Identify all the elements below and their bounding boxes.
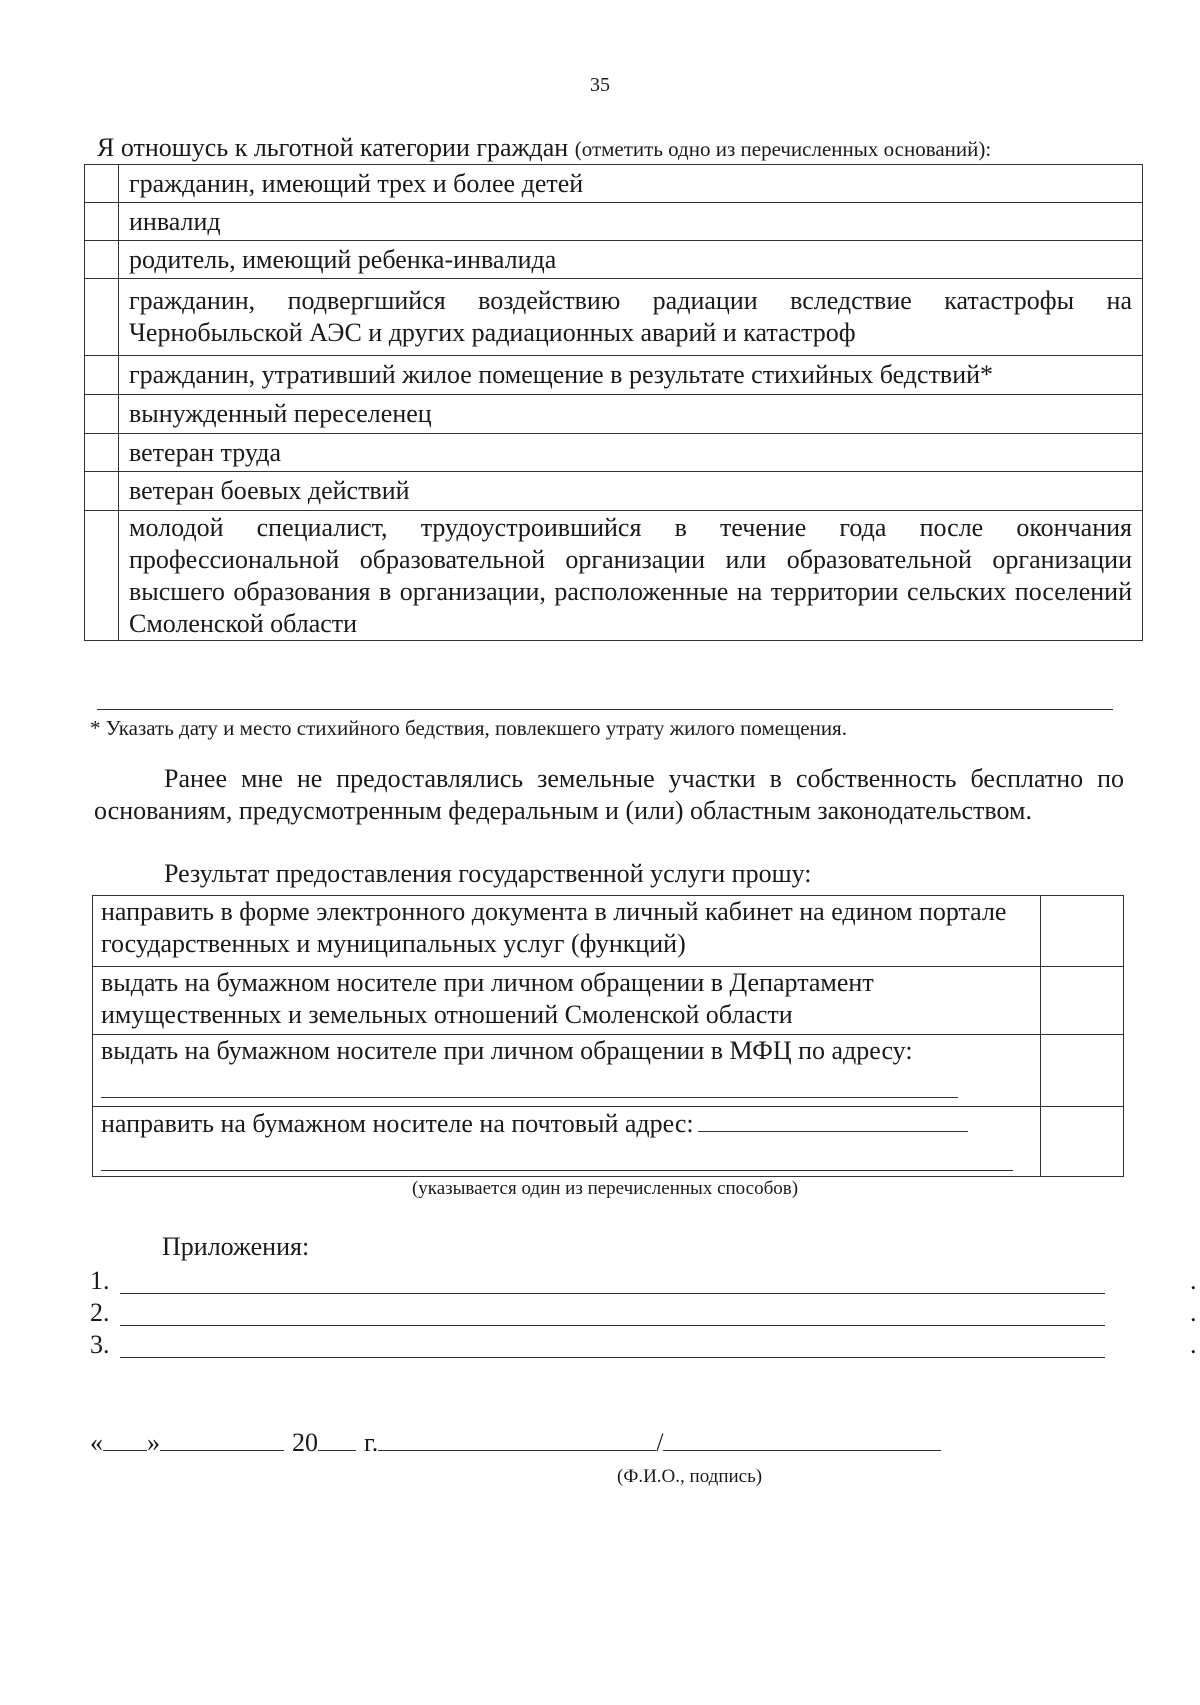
full-name-field[interactable]	[378, 1428, 656, 1451]
result-option-label: направить на бумажном носителе на почтовый адрес:	[101, 1109, 694, 1138]
result-option-label: выдать на бумажном носителе при личном обращении в МФЦ по адресу:	[101, 1036, 913, 1065]
postal-address-line[interactable]	[698, 1107, 968, 1132]
attachments-title: Приложения:	[162, 1232, 310, 1261]
previous-land-statement: Ранее мне не предоставлялись земельные участки в собственность бесплатно по основаниям, предусмотренным федеральным и (или) областным законодательством.	[94, 764, 1124, 825]
result-option-label: выдать на бумажном носителе при личном обращении в Департамент имущественных и земельных отношений Смоленской области	[101, 968, 874, 1029]
result-option-cell	[93, 896, 1041, 967]
category-row	[85, 356, 1143, 395]
result-title: Результат предоставления государственной услуги прошу:	[164, 859, 812, 888]
result-option-label: направить в форме электронного документа в личный кабинет на едином портале государственных и муниципальных услуг (функций)	[101, 897, 1007, 958]
category-checkbox[interactable]	[85, 165, 119, 203]
category-label: гражданин, утративший жилое помещение в результате стихийных бедствий*	[119, 356, 1143, 395]
category-label: ветеран труда	[119, 434, 1143, 472]
signature-slash: /	[656, 1428, 664, 1457]
result-option-checkbox[interactable]	[1041, 967, 1124, 1035]
disaster-details-line[interactable]	[97, 709, 1113, 710]
category-checkbox[interactable]	[85, 472, 119, 511]
month-field[interactable]	[160, 1428, 284, 1451]
result-caption: (указывается один из перечисленных способов)	[411, 1178, 799, 1199]
result-option-checkbox[interactable]	[1041, 1035, 1124, 1107]
attachment-period: .	[1190, 1266, 1197, 1295]
category-checkbox[interactable]	[85, 241, 119, 279]
category-row	[85, 203, 1143, 241]
close-quote: »	[147, 1428, 160, 1457]
category-checkbox[interactable]	[85, 511, 119, 641]
footnote: * Указать дату и место стихийного бедствия, повлекшего утрату жилого помещения.	[90, 716, 847, 740]
year-prefix: 20	[292, 1428, 318, 1457]
category-row	[85, 279, 1143, 356]
attachment-number: 3.	[90, 1330, 110, 1359]
signature-caption: (Ф.И.О., подпись)	[617, 1466, 763, 1487]
attachment-line[interactable]	[120, 1357, 1105, 1358]
result-option-cell	[93, 1035, 1041, 1107]
attachment-period: .	[1190, 1298, 1197, 1327]
category-label: гражданин, подвергшийся воздействию радиации вследствие катастрофы на Чернобыльской АЭС и других радиационных аварий и катастроф	[119, 279, 1143, 356]
result-options-table	[92, 895, 1124, 1177]
attachment-period: .	[1190, 1330, 1197, 1359]
result-option-checkbox[interactable]	[1041, 896, 1124, 967]
category-checkbox[interactable]	[85, 356, 119, 395]
year-field[interactable]	[318, 1428, 356, 1451]
page-number: 35	[590, 74, 610, 96]
result-option-row	[93, 967, 1124, 1035]
category-row	[85, 165, 1143, 203]
category-intro-text: Я отношусь к льготной категории граждан	[97, 133, 569, 162]
category-checkbox[interactable]	[85, 434, 119, 472]
category-row	[85, 511, 1143, 641]
signature-field[interactable]	[663, 1428, 941, 1451]
result-option-row	[93, 1107, 1124, 1177]
category-checkbox[interactable]	[85, 279, 119, 356]
result-option-cell	[93, 1107, 1041, 1177]
category-intro	[97, 133, 991, 163]
result-option-checkbox[interactable]	[1041, 1107, 1124, 1177]
category-checkbox[interactable]	[85, 203, 119, 241]
attachment-number: 1.	[90, 1266, 110, 1295]
category-table	[84, 164, 1143, 641]
attachment-line[interactable]	[120, 1293, 1105, 1294]
category-row	[85, 395, 1143, 434]
category-label: родитель, имеющий ребенка-инвалида	[119, 241, 1143, 279]
category-row	[85, 241, 1143, 279]
category-intro-note: (отметить одно из перечисленных оснований):	[574, 137, 992, 161]
year-suffix: г.	[364, 1428, 379, 1457]
result-option-cell	[93, 967, 1041, 1035]
category-label: молодой специалист, трудоустроившийся в течение года после окончания профессиональной образовательной организации или образовательной организации высшего образования в организации, расположенные на территории сельских поселений Смоленской области	[119, 511, 1143, 641]
category-label: ветеран боевых действий	[119, 472, 1143, 511]
attachment-number: 2.	[90, 1298, 110, 1327]
mfc-address-line[interactable]	[101, 1067, 958, 1098]
category-row	[85, 434, 1143, 472]
result-option-row	[93, 1035, 1124, 1107]
result-option-row	[93, 896, 1124, 967]
postal-address-line-2[interactable]	[101, 1140, 1013, 1171]
category-checkbox[interactable]	[85, 395, 119, 434]
category-label: вынужденный переселенец	[119, 395, 1143, 434]
category-label: гражданин, имеющий трех и более детей	[119, 165, 1143, 203]
category-row	[85, 472, 1143, 511]
category-label: инвалид	[119, 203, 1143, 241]
attachment-line[interactable]	[120, 1325, 1105, 1326]
day-field[interactable]	[103, 1428, 147, 1451]
open-quote: «	[90, 1428, 103, 1457]
date-signature-row	[90, 1428, 941, 1458]
